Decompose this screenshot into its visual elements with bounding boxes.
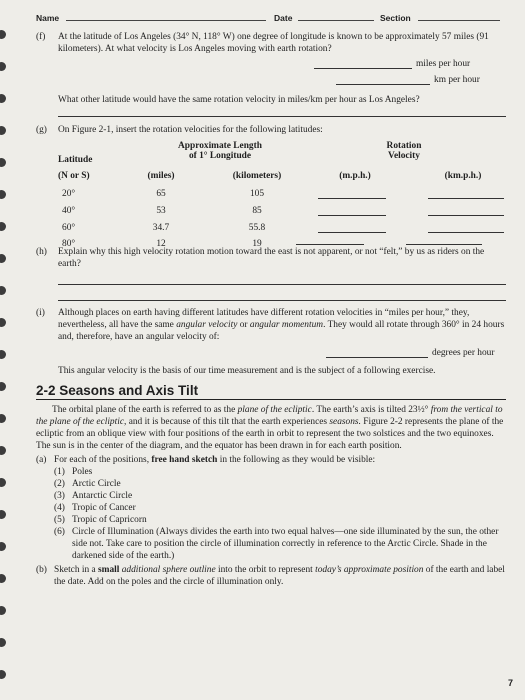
binder-hole: [0, 446, 6, 455]
question-label: (i): [36, 308, 45, 318]
header-rotation: Rotation: [386, 141, 422, 151]
section-paragraph: [36, 404, 506, 452]
text-run: , and it is because of this tilt that the earth experiences: [124, 417, 330, 427]
item-text: Tropic of Cancer: [72, 503, 136, 513]
cell-km: 105: [249, 189, 265, 199]
section-divider: [36, 399, 506, 400]
text-run: in the following as they would be visible:: [217, 455, 376, 465]
text-run: The orbital plane of the earth is referred to as the: [52, 405, 238, 415]
unit-label: miles per hour: [416, 59, 471, 69]
question-label: (g): [36, 125, 47, 135]
latitude-table: [36, 140, 506, 249]
emphasis-text: angular velocity: [176, 320, 238, 330]
cell-miles: 65: [156, 189, 166, 199]
km-per-hour-field[interactable]: [336, 84, 430, 85]
header-n-or-s: (N or S): [58, 171, 90, 181]
binder-hole: [0, 638, 6, 647]
binder-hole: [0, 190, 6, 199]
item-text: Arctic Circle: [72, 479, 121, 489]
cell-miles: 12: [156, 239, 166, 249]
binder-hole: [0, 542, 6, 551]
question-i: [36, 307, 506, 343]
list-item: [54, 478, 506, 490]
item-text: Tropic of Capricorn: [72, 515, 147, 525]
cell-latitude: 40°: [62, 206, 76, 216]
answer-line[interactable]: [58, 300, 506, 301]
header-approx-length: Approximate Length: [178, 141, 262, 151]
cell-miles: 34.7: [152, 223, 170, 233]
emphasis-text: angular momentum: [249, 320, 324, 330]
date-label: Date: [274, 13, 293, 23]
question-a: [36, 454, 506, 466]
text-run: or: [237, 320, 250, 330]
bold-text: free hand sketch: [151, 455, 218, 465]
date-field[interactable]: [298, 20, 374, 21]
answer-line[interactable]: [58, 116, 506, 117]
binder-hole: [0, 30, 6, 39]
text-run: Although places on earth having different latitudes have different rotation velocities in “miles per hour,” they, nevertheless, all have the same: [58, 308, 470, 330]
binder-hole: [0, 606, 6, 615]
text-run: Figure 2-2 represents the plane of the ecliptic from an oblique view with four positions of the earth in orbit to represent the two solstices and the two equinoxes. The sun is in the center of the diagram, and the equator has been drawn in for each earth position.: [36, 417, 504, 451]
question-label: (a): [36, 455, 47, 465]
binder-hole: [0, 382, 6, 391]
header-mph: (m.p.h.): [339, 171, 371, 181]
binder-holes: [0, 0, 10, 700]
text-run: . They would all rotate through 360° in 24 hours and, therefore, have an angular velocity of:: [58, 320, 505, 342]
binder-hole: [0, 158, 6, 167]
header-of-1-degree: of 1° Longitude: [188, 151, 252, 161]
item-number: (2): [54, 479, 65, 489]
list-item: [54, 514, 506, 526]
binder-hole: [0, 478, 6, 487]
item-text: Antarctic Circle: [72, 491, 133, 501]
mph-answer-field[interactable]: [318, 232, 386, 233]
binder-hole: [0, 574, 6, 583]
binder-hole: [0, 670, 6, 679]
worksheet-content: [36, 10, 506, 588]
answer-miles-line: [36, 58, 506, 70]
mph-answer-field[interactable]: [318, 215, 386, 216]
emphasis-text: plane of the ecliptic: [237, 405, 312, 415]
unit-label: degrees per hour: [432, 348, 495, 358]
section-field[interactable]: [418, 20, 500, 21]
cell-km: 85: [252, 206, 262, 216]
item-number: (3): [54, 491, 65, 501]
cell-latitude: 80°: [62, 239, 76, 249]
question-text: [54, 454, 506, 466]
item-number: (1): [54, 467, 65, 477]
emphasis-text: seasons.: [329, 417, 361, 427]
emphasis-text: from the vertical to the plane of the ecliptic: [36, 405, 503, 427]
cell-latitude: 20°: [62, 189, 76, 199]
cell-km: 19: [252, 239, 262, 249]
header-latitude: Latitude: [58, 155, 93, 165]
question-f-part2: What other latitude would have the same rotation velocity in miles/km per hour as Los Angeles?: [58, 95, 420, 105]
name-label: Name: [36, 13, 60, 23]
question-h: [36, 246, 506, 270]
kmph-answer-field[interactable]: [428, 198, 504, 199]
binder-hole: [0, 254, 6, 263]
note-text: This angular velocity is the basis of our time measurement and is the subject of a following exercise.: [58, 366, 436, 376]
item-number: (4): [54, 503, 65, 513]
question-text: [58, 307, 506, 343]
binder-hole: [0, 286, 6, 295]
list-item: [54, 466, 506, 478]
emphasis-text: today’s approximate position: [315, 565, 424, 575]
text-run: of the earth and label the date. Add on the poles and the circle of illumination only.: [54, 565, 505, 587]
question-label: (f): [36, 32, 46, 42]
question-text: [54, 564, 506, 588]
emphasis-text: additional sphere outline: [119, 565, 216, 575]
page-number: 7: [507, 678, 513, 688]
answer-line[interactable]: [58, 284, 506, 285]
question-label: (b): [36, 565, 47, 575]
header-velocity: Velocity: [388, 151, 420, 161]
question-text: At the latitude of Los Angeles (34° N, 118° W) one degree of longitude is known to be approximately 57 miles (91 kilometers). At what velocity is Los Angeles moving with earth rotation?: [58, 32, 489, 54]
binder-hole: [0, 94, 6, 103]
mph-answer-field[interactable]: [318, 198, 386, 199]
header-row: [36, 10, 506, 26]
text-run: Sketch in a: [54, 565, 99, 575]
item-number: (5): [54, 515, 65, 525]
sketch-list: [36, 466, 506, 562]
list-item: [54, 526, 506, 562]
item-text: Poles: [72, 467, 93, 477]
question-text: Explain why this high velocity rotation motion toward the east is not apparent, or not “felt,” by us as riders on the earth?: [58, 247, 485, 269]
kmph-answer-field[interactable]: [406, 244, 482, 245]
text-run: For each of the positions,: [54, 455, 152, 465]
binder-hole: [0, 510, 6, 519]
mph-answer-field[interactable]: [296, 244, 364, 245]
header-km: (kilometers): [232, 171, 282, 181]
question-g: [36, 124, 506, 136]
section-label: Section: [380, 13, 411, 23]
question-b: [36, 564, 506, 588]
list-item: [54, 490, 506, 502]
binder-hole: [0, 414, 6, 423]
cell-latitude: 60°: [62, 223, 76, 233]
unit-label: km per hour: [434, 75, 480, 85]
binder-hole: [0, 318, 6, 327]
text-run: . The earth’s axis is tilted 23½°: [311, 405, 431, 415]
header-miles: (miles): [147, 171, 175, 181]
list-item: [54, 502, 506, 514]
item-number: (6): [54, 527, 65, 537]
item-text: Circle of Illumination (Always divides the earth into two equal halves—one side illuminated by the sun, the other side not. Take care to position the circle of illumination correctly in reference to the Arctic Circle. Shade in the darkened side of the earth.): [72, 527, 499, 561]
binder-hole: [0, 62, 6, 71]
bold-text: small: [98, 565, 120, 575]
header-kmph: (km.p.h.): [444, 171, 482, 181]
miles-per-hour-field[interactable]: [314, 68, 412, 69]
name-field[interactable]: [66, 20, 266, 21]
answer-km-line: [36, 74, 506, 86]
section-title: 2-2 Seasons and Axis Tilt: [36, 383, 199, 398]
binder-hole: [0, 222, 6, 231]
binder-hole: [0, 126, 6, 135]
degrees-per-hour-field[interactable]: [326, 357, 428, 358]
answer-degrees-line: [36, 347, 506, 359]
binder-hole: [0, 350, 6, 359]
cell-km: 55.8: [248, 223, 266, 233]
kmph-answer-field[interactable]: [428, 232, 504, 233]
question-f: [36, 31, 506, 55]
text-run: into the orbit to represent: [215, 565, 316, 575]
cell-miles: 53: [156, 206, 166, 216]
question-label: (h): [36, 247, 47, 257]
kmph-answer-field[interactable]: [428, 215, 504, 216]
question-text: On Figure 2-1, insert the rotation velocities for the following latitudes:: [58, 125, 323, 135]
